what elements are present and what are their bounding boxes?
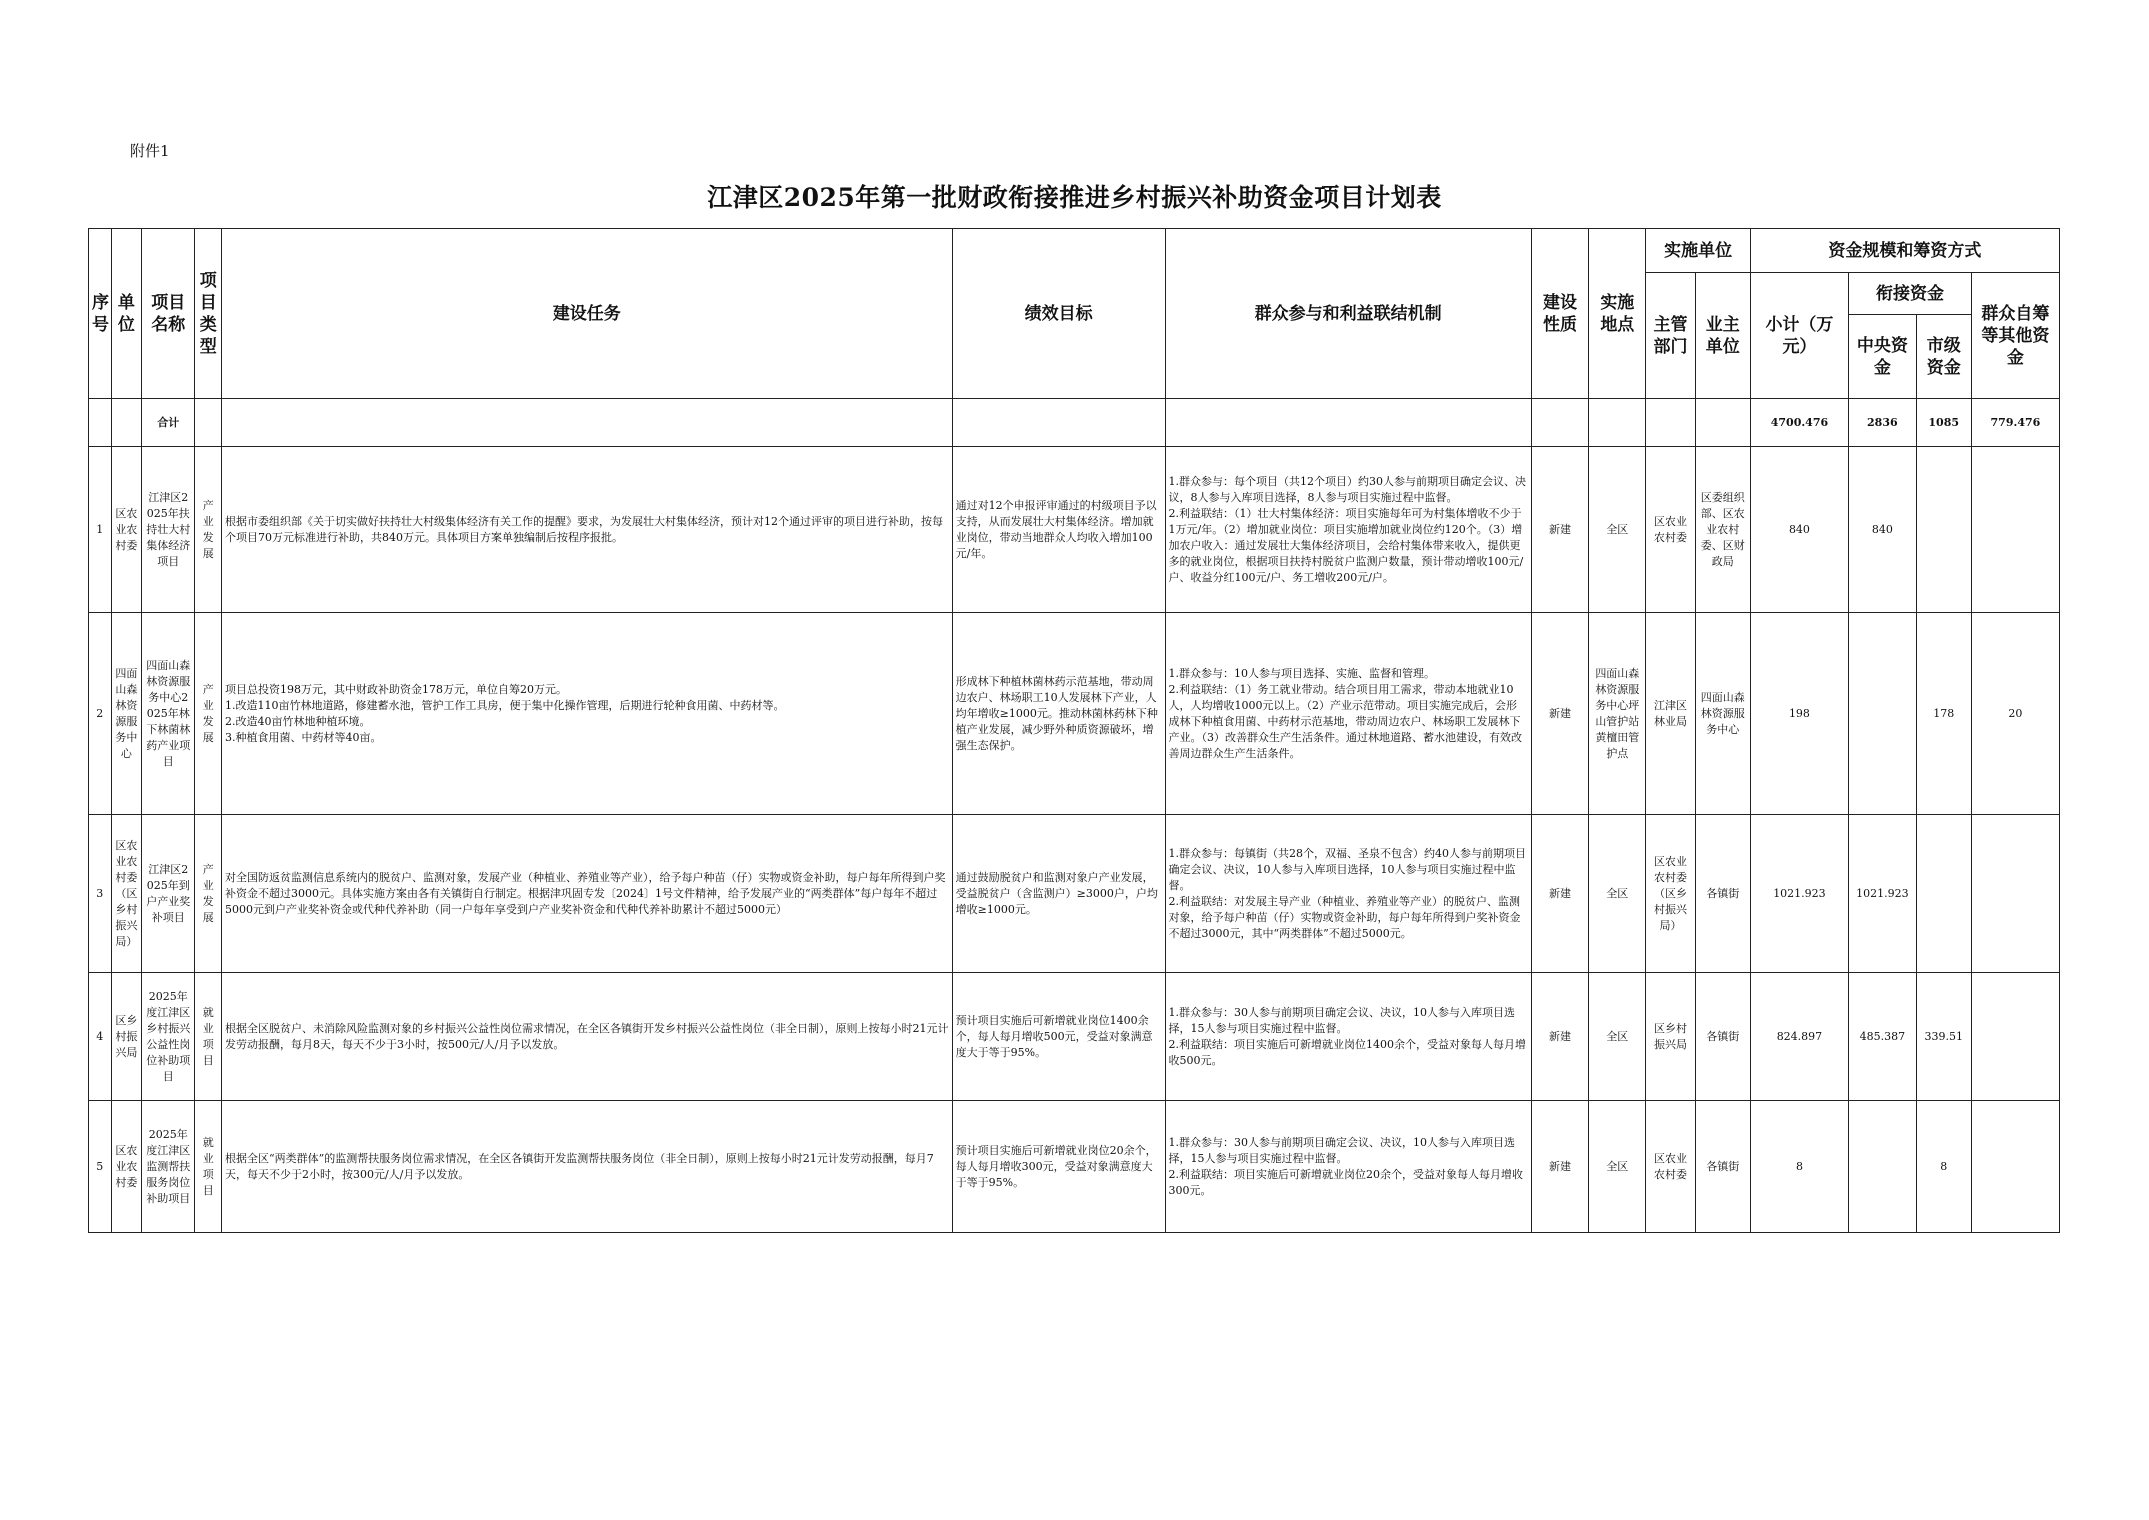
row-subtotal: 840 [1750,447,1848,613]
row-competent-dept: 区乡村振兴局 [1646,973,1695,1101]
row-self-raised [1971,1101,2059,1233]
row-task: 项目总投资198万元，其中财政补助资金178万元，单位自筹20万元。 1.改造110亩竹林地道路，修建蓄水池，管护工作工具房，便于集中化操作管理，后期进行轮种食用菌、中药材等。 2.改造40亩竹林地种植环境。 3.种植食用菌、中药材等40亩。 [221,613,952,815]
row-central [1849,613,1917,815]
attachment-label: 附件1 [130,142,170,160]
row-performance: 预计项目实施后可新增就业岗位20余个，每人每月增收300元，受益对象满意度大于等于95%。 [952,1101,1165,1233]
row-self-raised [1971,447,2059,613]
header-location: 实施地点 [1589,229,1646,399]
row-performance: 预计项目实施后可新增就业岗位1400余个，每人每月增收500元，受益对象满意度大于等于95%。 [952,973,1165,1101]
row-project-name: 江津区2025年扶持壮大村集体经济项目 [142,447,195,613]
row-subtotal: 824.897 [1750,973,1848,1101]
row-nature: 新建 [1531,815,1588,973]
header-benefit: 群众参与和利益联结机制 [1165,229,1531,399]
row-project-type: 产业发展 [195,815,222,973]
row-location: 全区 [1589,447,1646,613]
row-project-name: 2025年度江津区乡村振兴公益性岗位补助项目 [142,973,195,1101]
row-location: 全区 [1589,1101,1646,1233]
row-subtotal: 198 [1750,613,1848,815]
row-seq: 3 [89,815,112,973]
row-project-type: 就业项目 [195,973,222,1101]
row-task: 根据全区“两类群体”的监测帮扶服务岗位需求情况，在全区各镇街开发监测帮扶服务岗位（非全日制），原则上按每小时21元计发劳动报酬，每月7天，每天不少于2小时，按300元/人/月予以发放。 [221,1101,952,1233]
row-task: 根据全区脱贫户、未消除风险监测对象的乡村振兴公益性岗位需求情况，在全区各镇街开发乡村振兴公益性岗位（非全日制），原则上按每小时21元计发劳动报酬，每月8天，每天不少于3小时，按500元/人/月予以发放。 [221,973,952,1101]
row-project-name: 江津区2025年到户产业奖补项目 [142,815,195,973]
table-row [89,815,2060,973]
row-self-raised: 20 [1971,613,2059,815]
header-project-name: 项目名称 [142,229,195,399]
row-benefit: 1.群众参与：30人参与前期项目确定会议、决议，10人参与入库项目选择，15人参与项目实施过程中监督。 2.利益联结：项目实施后可新增就业岗位20余个，受益对象每人每月增收300元。 [1165,1101,1531,1233]
row-nature: 新建 [1531,1101,1588,1233]
row-central: 485.387 [1849,973,1917,1101]
row-performance: 通过鼓励脱贫户和监测对象户产业发展，受益脱贫户（含监测户）≥3000户，户均增收≥1000元。 [952,815,1165,973]
total-subtotal: 4700.476 [1750,399,1848,447]
row-unit: 区农业农村委 [111,447,142,613]
row-location: 全区 [1589,815,1646,973]
row-competent-dept: 江津区林业局 [1646,613,1695,815]
row-subtotal: 1021.923 [1750,815,1848,973]
row-performance: 通过对12个申报评审通过的村级项目予以支持，从而发展壮大村集体经济。增加就业岗位，带动当地群众人均收入增加100元/年。 [952,447,1165,613]
row-nature: 新建 [1531,447,1588,613]
row-seq: 2 [89,613,112,815]
header-linkage-funds: 衔接资金 [1849,273,1972,315]
row-benefit: 1.群众参与：10人参与项目选择、实施、监督和管理。 2.利益联结：（1）务工就业带动。结合项目用工需求，带动本地就业10人，人均增收1000元以上。（2）产业示范带动。项目实施完成后，会形成林下种植食用菌、中药材示范基地，带动周边农户、林场职工发展林下产业。（3）改善群众生产生活条件。通过林地道路、蓄水池建设，有效改善周边群众生产生活条件。 [1165,613,1531,815]
document-title: 江津区2025年第一批财政衔接推进乡村振兴补助资金项目计划表 [707,183,1442,212]
row-benefit: 1.群众参与：每镇街（共28个，双福、圣泉不包含）约40人参与前期项目确定会议、决议，10人参与入库项目选择，10人参与项目实施过程中监督。 2.利益联结：对发展主导产业（种植业、养殖业等产业）的脱贫户、监测对象，给予每户种苗（仔）实物或资金补助，每户每年所得到户奖补资金不超过3000元，其中“两类群体”不超过5000元。 [1165,815,1531,973]
row-nature: 新建 [1531,973,1588,1101]
row-city [1916,815,1971,973]
row-unit: 四面山森林资源服务中心 [111,613,142,815]
row-project-type: 产业发展 [195,447,222,613]
header-seq: 序号 [89,229,112,399]
row-owner-unit: 各镇街 [1695,815,1750,973]
header-project-type: 项目类型 [195,229,222,399]
row-location: 全区 [1589,973,1646,1101]
row-self-raised [1971,815,2059,973]
row-unit: 区乡村振兴局 [111,973,142,1101]
row-benefit: 1.群众参与：每个项目（共12个项目）约30人参与前期项目确定会议、决议，8人参与入库项目选择，8人参与项目实施过程中监督。 2.利益联结：（1）壮大村集体经济：项目实施每年可为村集体增收不少于1万元/年。（2）增加就业岗位：项目实施增加就业岗位约120个。（3）增加农户收入：通过发展壮大集体经济项目，会给村集体带来收入，提供更多的就业岗位，根据项目扶持村脱贫户监测户数量，预计带动增收100元/户、收益分红100元/户、务工增收200元/户。 [1165,447,1531,613]
total-self-raised: 779.476 [1971,399,2059,447]
total-central: 2836 [1849,399,1917,447]
row-central: 840 [1849,447,1917,613]
row-competent-dept: 区农业农村委（区乡村振兴局） [1646,815,1695,973]
row-central [1849,1101,1917,1233]
row-unit: 区农业农村委（区乡村振兴局） [111,815,142,973]
header-central-funds: 中央资金 [1849,315,1917,399]
row-subtotal: 8 [1750,1101,1848,1233]
row-unit: 区农业农村委 [111,1101,142,1233]
row-city: 178 [1916,613,1971,815]
row-seq: 4 [89,973,112,1101]
total-label: 合计 [142,399,195,447]
row-performance: 形成林下种植林菌林药示范基地，带动周边农户、林场职工10人发展林下产业，人均年增收≥1000元。推动林菌林药林下种植产业发展，减少野外种质资源破坏，增强生态保护。 [952,613,1165,815]
row-competent-dept: 区农业农村委 [1646,1101,1695,1233]
row-owner-unit: 各镇街 [1695,973,1750,1101]
project-plan-table [88,228,2060,1233]
row-city: 339.51 [1916,973,1971,1101]
table-row [89,613,2060,815]
total-row [89,399,2060,447]
row-competent-dept: 区农业农村委 [1646,447,1695,613]
header-self-raised: 群众自筹等其他资金 [1971,273,2059,399]
row-project-type: 产业发展 [195,613,222,815]
row-seq: 5 [89,1101,112,1233]
row-benefit: 1.群众参与：30人参与前期项目确定会议、决议，10人参与入库项目选择，15人参与项目实施过程中监督。 2.利益联结：项目实施后可新增就业岗位1400余个，受益对象每人每月增收500元。 [1165,973,1531,1101]
header-city-funds: 市级资金 [1916,315,1971,399]
row-location: 四面山森林资源服务中心坪山管护站黄檀田管护点 [1589,613,1646,815]
total-city: 1085 [1916,399,1971,447]
row-project-name: 2025年度江津区监测帮扶服务岗位补助项目 [142,1101,195,1233]
row-city: 8 [1916,1101,1971,1233]
row-owner-unit: 区委组织部、区农业农村委、区财政局 [1695,447,1750,613]
row-project-type: 就业项目 [195,1101,222,1233]
header-unit: 单位 [111,229,142,399]
header-subtotal: 小计（万元） [1750,273,1848,399]
row-owner-unit: 四面山森林资源服务中心 [1695,613,1750,815]
header-task: 建设任务 [221,229,952,399]
row-city [1916,447,1971,613]
row-nature: 新建 [1531,613,1588,815]
row-task: 对全国防返贫监测信息系统内的脱贫户、监测对象，发展产业（种植业、养殖业等产业），给予每户种苗（仔）实物或资金补助，每户每年所得到户奖补资金不超过3000元。具体实施方案由各有关镇街自行制定。根据津巩固专发〔2024〕1号文件精神，给予发展产业的“两类群体”每户每年不超过5000元到户产业奖补资金或代种代养补助（同一户每年享受到户产业奖补资金和代种代养补助累计不超过5000元） [221,815,952,973]
row-task: 根据市委组织部《关于切实做好扶持壮大村级集体经济有关工作的提醒》要求，为发展壮大村集体经济，预计对12个通过评审的项目进行补助，按每个项目70万元标准进行补助，共840万元。具体项目方案单独编制后按程序报批。 [221,447,952,613]
header-performance: 绩效目标 [952,229,1165,399]
row-owner-unit: 各镇街 [1695,1101,1750,1233]
row-seq: 1 [89,447,112,613]
row-central: 1021.923 [1849,815,1917,973]
header-impl-unit: 实施单位 [1646,229,1750,273]
header-competent-dept: 主管部门 [1646,273,1695,399]
table-row [89,1101,2060,1233]
row-self-raised [1971,973,2059,1101]
row-project-name: 四面山森林资源服务中心2025年林下林菌林药产业项目 [142,613,195,815]
table-row [89,973,2060,1101]
header-nature: 建设性质 [1531,229,1588,399]
header-fund-scale: 资金规模和筹资方式 [1750,229,2059,273]
header-owner-unit: 业主单位 [1695,273,1750,399]
table-row [89,447,2060,613]
